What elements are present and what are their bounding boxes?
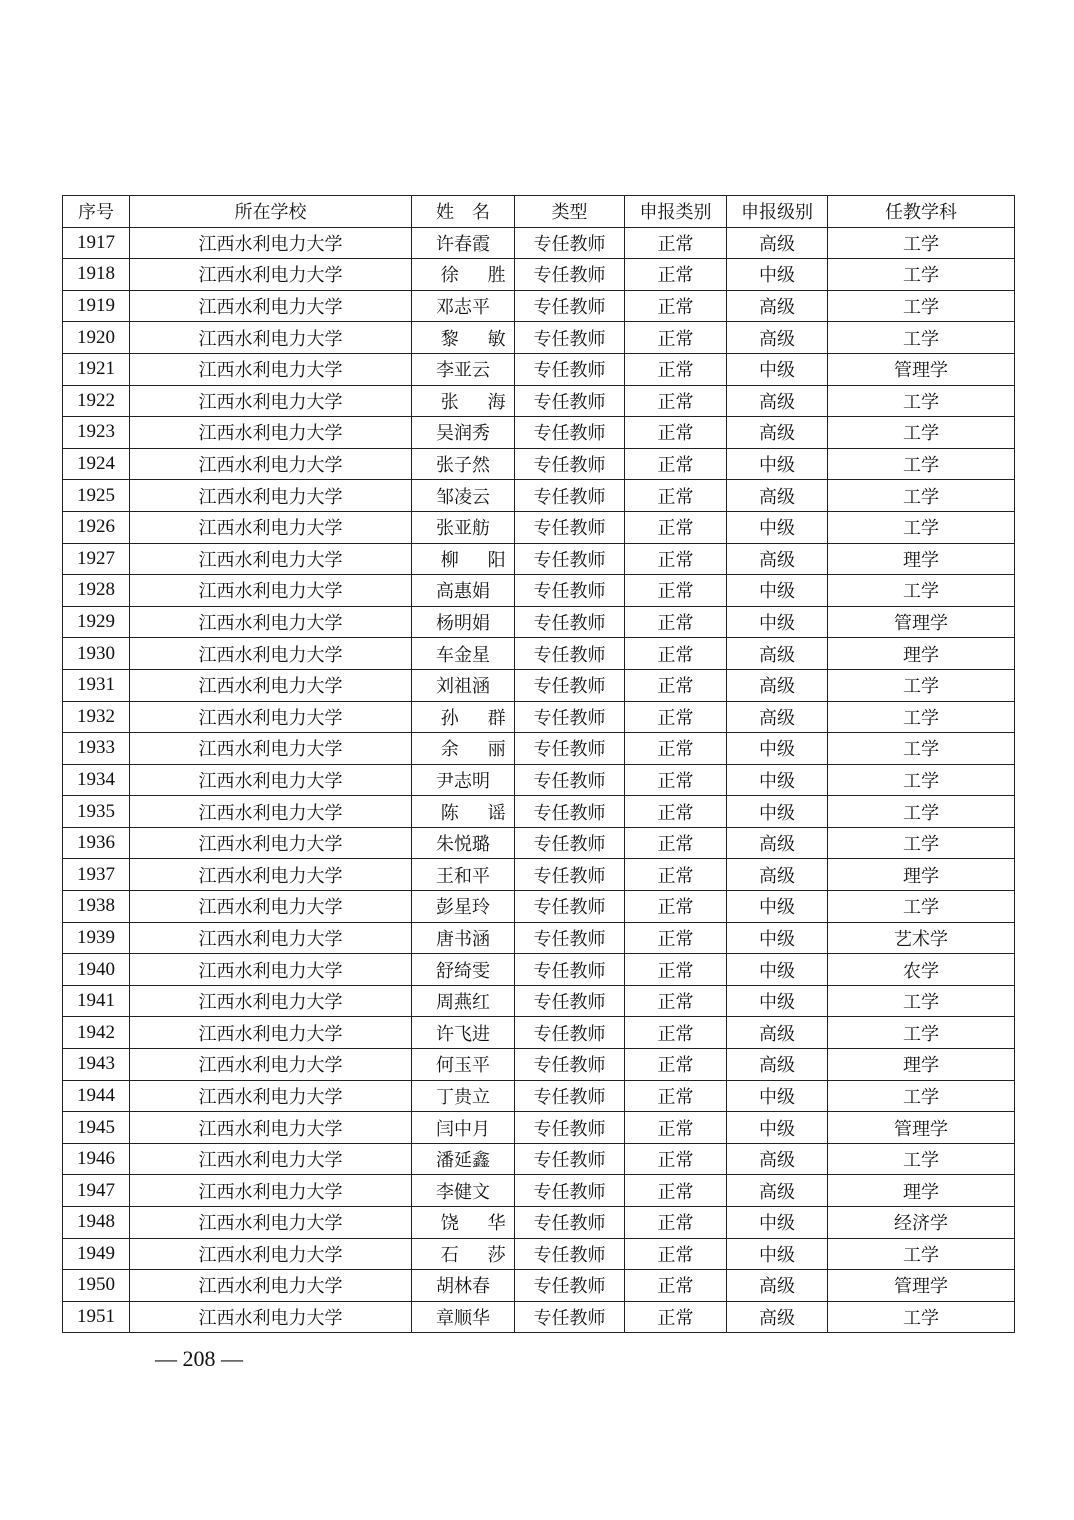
cell-level: 中级: [727, 1080, 828, 1112]
cell-index: 1948: [63, 1207, 130, 1239]
cell-school: 江西水利电力大学: [130, 575, 412, 607]
table-row: [63, 353, 1015, 385]
cell-level: 高级: [727, 322, 828, 354]
cell-index: 1947: [63, 1175, 130, 1207]
cell-level: 中级: [727, 954, 828, 986]
cell-school: 江西水利电力大学: [130, 859, 412, 891]
cell-level: 高级: [727, 1049, 828, 1081]
header-application-level: 申报级别: [727, 196, 828, 228]
cell-type: 专任教师: [515, 290, 625, 322]
cell-index: 1935: [63, 796, 130, 828]
cell-subject: 理学: [828, 859, 1015, 891]
cell-subject: 工学: [828, 1143, 1015, 1175]
cell-type: 专任教师: [515, 891, 625, 923]
cell-index: 1933: [63, 733, 130, 765]
cell-subject: 工学: [828, 259, 1015, 291]
cell-type: 专任教师: [515, 322, 625, 354]
cell-category: 正常: [625, 701, 727, 733]
cell-level: 高级: [727, 859, 828, 891]
cell-type: 专任教师: [515, 985, 625, 1017]
cell-subject: 工学: [828, 669, 1015, 701]
cell-name: 张子然: [412, 448, 515, 480]
cell-index: 1922: [63, 385, 130, 417]
cell-index: 1938: [63, 891, 130, 923]
header-school: 所在学校: [130, 196, 412, 228]
cell-subject: 工学: [828, 1080, 1015, 1112]
cell-name: 余丽: [412, 733, 515, 765]
cell-category: 正常: [625, 322, 727, 354]
cell-name: 王和平: [412, 859, 515, 891]
cell-subject: 工学: [828, 511, 1015, 543]
cell-type: 专任教师: [515, 638, 625, 670]
cell-type: 专任教师: [515, 480, 625, 512]
cell-subject: 工学: [828, 480, 1015, 512]
cell-name: 丁贵立: [412, 1080, 515, 1112]
cell-subject: 工学: [828, 733, 1015, 765]
table-row: [63, 1080, 1015, 1112]
cell-subject: 工学: [828, 891, 1015, 923]
cell-name: 李健文: [412, 1175, 515, 1207]
cell-type: 专任教师: [515, 1017, 625, 1049]
cell-level: 中级: [727, 1238, 828, 1270]
cell-school: 江西水利电力大学: [130, 701, 412, 733]
cell-name: 何玉平: [412, 1049, 515, 1081]
cell-index: 1920: [63, 322, 130, 354]
cell-school: 江西水利电力大学: [130, 1301, 412, 1333]
cell-category: 正常: [625, 1143, 727, 1175]
table-row: [63, 1207, 1015, 1239]
cell-level: 中级: [727, 1112, 828, 1144]
cell-type: 专任教师: [515, 669, 625, 701]
cell-category: 正常: [625, 480, 727, 512]
cell-name: 舒绮雯: [412, 954, 515, 986]
cell-index: 1924: [63, 448, 130, 480]
cell-name: 张亚舫: [412, 511, 515, 543]
cell-category: 正常: [625, 1238, 727, 1270]
cell-type: 专任教师: [515, 796, 625, 828]
cell-name: 孙群: [412, 701, 515, 733]
cell-name: 杨明娟: [412, 606, 515, 638]
cell-index: 1931: [63, 669, 130, 701]
cell-type: 专任教师: [515, 1112, 625, 1144]
cell-subject: 工学: [828, 417, 1015, 449]
cell-school: 江西水利电力大学: [130, 448, 412, 480]
table-row: [63, 543, 1015, 575]
cell-level: 中级: [727, 733, 828, 765]
cell-name: 朱悦璐: [412, 827, 515, 859]
cell-school: 江西水利电力大学: [130, 764, 412, 796]
cell-category: 正常: [625, 511, 727, 543]
cell-subject: 工学: [828, 448, 1015, 480]
cell-index: 1930: [63, 638, 130, 670]
cell-index: 1946: [63, 1143, 130, 1175]
cell-index: 1923: [63, 417, 130, 449]
cell-category: 正常: [625, 733, 727, 765]
cell-type: 专任教师: [515, 954, 625, 986]
cell-level: 中级: [727, 511, 828, 543]
cell-school: 江西水利电力大学: [130, 827, 412, 859]
roster-table-container: [62, 195, 1014, 1333]
cell-level: 高级: [727, 1017, 828, 1049]
cell-index: 1940: [63, 954, 130, 986]
table-row: [63, 985, 1015, 1017]
cell-school: 江西水利电力大学: [130, 322, 412, 354]
cell-level: 中级: [727, 1207, 828, 1239]
cell-level: 高级: [727, 227, 828, 259]
table-row: [63, 733, 1015, 765]
cell-type: 专任教师: [515, 1080, 625, 1112]
cell-type: 专任教师: [515, 543, 625, 575]
cell-school: 江西水利电力大学: [130, 543, 412, 575]
cell-subject: 工学: [828, 290, 1015, 322]
cell-school: 江西水利电力大学: [130, 985, 412, 1017]
cell-index: 1945: [63, 1112, 130, 1144]
cell-index: 1934: [63, 764, 130, 796]
table-row: [63, 1017, 1015, 1049]
cell-category: 正常: [625, 638, 727, 670]
cell-level: 高级: [727, 1143, 828, 1175]
cell-category: 正常: [625, 1301, 727, 1333]
cell-category: 正常: [625, 954, 727, 986]
cell-school: 江西水利电力大学: [130, 353, 412, 385]
cell-school: 江西水利电力大学: [130, 638, 412, 670]
table-row: [63, 1238, 1015, 1270]
cell-index: 1927: [63, 543, 130, 575]
cell-index: 1928: [63, 575, 130, 607]
cell-level: 中级: [727, 891, 828, 923]
cell-name: 胡林春: [412, 1270, 515, 1302]
cell-name: 刘祖涵: [412, 669, 515, 701]
cell-category: 正常: [625, 1017, 727, 1049]
cell-school: 江西水利电力大学: [130, 259, 412, 291]
cell-name: 彭星玲: [412, 891, 515, 923]
page-number: — 208 —: [155, 1346, 243, 1371]
cell-subject: 农学: [828, 954, 1015, 986]
table-row: [63, 638, 1015, 670]
cell-school: 江西水利电力大学: [130, 954, 412, 986]
cell-index: 1944: [63, 1080, 130, 1112]
cell-level: 高级: [727, 1270, 828, 1302]
cell-school: 江西水利电力大学: [130, 891, 412, 923]
roster-table: [62, 195, 1015, 1333]
cell-name: 徐胜: [412, 259, 515, 291]
cell-category: 正常: [625, 290, 727, 322]
cell-school: 江西水利电力大学: [130, 385, 412, 417]
cell-name: 黎敏: [412, 322, 515, 354]
table-row: [63, 859, 1015, 891]
cell-index: 1929: [63, 606, 130, 638]
cell-name: 高惠娟: [412, 575, 515, 607]
cell-category: 正常: [625, 1049, 727, 1081]
table-body: [63, 227, 1015, 1333]
cell-level: 中级: [727, 259, 828, 291]
cell-name: 石莎: [412, 1238, 515, 1270]
cell-index: 1926: [63, 511, 130, 543]
cell-subject: 工学: [828, 764, 1015, 796]
table-row: [63, 1270, 1015, 1302]
cell-subject: 理学: [828, 543, 1015, 575]
cell-name: 饶华: [412, 1207, 515, 1239]
cell-school: 江西水利电力大学: [130, 1238, 412, 1270]
cell-type: 专任教师: [515, 259, 625, 291]
cell-type: 专任教师: [515, 575, 625, 607]
cell-school: 江西水利电力大学: [130, 1270, 412, 1302]
table-row: [63, 922, 1015, 954]
cell-name: 邓志平: [412, 290, 515, 322]
cell-type: 专任教师: [515, 733, 625, 765]
cell-school: 江西水利电力大学: [130, 606, 412, 638]
cell-school: 江西水利电力大学: [130, 1175, 412, 1207]
cell-name: 闫中月: [412, 1112, 515, 1144]
cell-type: 专任教师: [515, 827, 625, 859]
cell-level: 高级: [727, 638, 828, 670]
table-row: [63, 417, 1015, 449]
cell-name: 周燕红: [412, 985, 515, 1017]
cell-category: 正常: [625, 385, 727, 417]
cell-name: 潘延鑫: [412, 1143, 515, 1175]
cell-school: 江西水利电力大学: [130, 511, 412, 543]
cell-level: 中级: [727, 606, 828, 638]
cell-subject: 艺术学: [828, 922, 1015, 954]
cell-level: 高级: [727, 701, 828, 733]
cell-type: 专任教师: [515, 227, 625, 259]
cell-index: 1917: [63, 227, 130, 259]
cell-subject: 工学: [828, 227, 1015, 259]
cell-index: 1921: [63, 353, 130, 385]
cell-category: 正常: [625, 859, 727, 891]
cell-type: 专任教师: [515, 701, 625, 733]
cell-category: 正常: [625, 764, 727, 796]
cell-name: 许飞进: [412, 1017, 515, 1049]
cell-category: 正常: [625, 985, 727, 1017]
cell-school: 江西水利电力大学: [130, 1112, 412, 1144]
cell-name: 许春霞: [412, 227, 515, 259]
cell-name: 章顺华: [412, 1301, 515, 1333]
cell-category: 正常: [625, 227, 727, 259]
cell-subject: 管理学: [828, 1112, 1015, 1144]
cell-subject: 工学: [828, 385, 1015, 417]
cell-subject: 理学: [828, 1049, 1015, 1081]
cell-subject: 工学: [828, 575, 1015, 607]
cell-category: 正常: [625, 796, 727, 828]
cell-category: 正常: [625, 448, 727, 480]
cell-level: 中级: [727, 764, 828, 796]
cell-category: 正常: [625, 353, 727, 385]
cell-category: 正常: [625, 827, 727, 859]
cell-school: 江西水利电力大学: [130, 480, 412, 512]
cell-type: 专任教师: [515, 511, 625, 543]
cell-index: 1919: [63, 290, 130, 322]
cell-index: 1943: [63, 1049, 130, 1081]
cell-level: 中级: [727, 448, 828, 480]
header-application-category: 申报类别: [625, 196, 727, 228]
table-row: [63, 891, 1015, 923]
cell-level: 高级: [727, 1175, 828, 1207]
header-teaching-subject: 任教学科: [828, 196, 1015, 228]
cell-name: 陈谣: [412, 796, 515, 828]
table-row: [63, 1301, 1015, 1333]
cell-category: 正常: [625, 417, 727, 449]
cell-name: 车金星: [412, 638, 515, 670]
cell-level: 中级: [727, 575, 828, 607]
cell-category: 正常: [625, 606, 727, 638]
table-row: [63, 1143, 1015, 1175]
cell-school: 江西水利电力大学: [130, 733, 412, 765]
cell-category: 正常: [625, 543, 727, 575]
cell-level: 高级: [727, 290, 828, 322]
cell-type: 专任教师: [515, 606, 625, 638]
cell-name: 张海: [412, 385, 515, 417]
cell-type: 专任教师: [515, 1049, 625, 1081]
table-row: [63, 448, 1015, 480]
cell-school: 江西水利电力大学: [130, 1207, 412, 1239]
cell-category: 正常: [625, 1112, 727, 1144]
cell-type: 专任教师: [515, 859, 625, 891]
cell-subject: 经济学: [828, 1207, 1015, 1239]
cell-subject: 理学: [828, 1175, 1015, 1207]
cell-type: 专任教师: [515, 1270, 625, 1302]
cell-subject: 管理学: [828, 353, 1015, 385]
cell-index: 1939: [63, 922, 130, 954]
cell-subject: 工学: [828, 322, 1015, 354]
cell-school: 江西水利电力大学: [130, 227, 412, 259]
table-row: [63, 385, 1015, 417]
cell-index: 1932: [63, 701, 130, 733]
cell-category: 正常: [625, 1175, 727, 1207]
cell-level: 中级: [727, 922, 828, 954]
cell-school: 江西水利电力大学: [130, 669, 412, 701]
cell-school: 江西水利电力大学: [130, 1017, 412, 1049]
cell-level: 高级: [727, 827, 828, 859]
table-row: [63, 669, 1015, 701]
cell-index: 1918: [63, 259, 130, 291]
table-row: [63, 1112, 1015, 1144]
cell-index: 1942: [63, 1017, 130, 1049]
cell-subject: 工学: [828, 1017, 1015, 1049]
cell-category: 正常: [625, 669, 727, 701]
cell-subject: 理学: [828, 638, 1015, 670]
cell-level: 高级: [727, 417, 828, 449]
cell-type: 专任教师: [515, 1238, 625, 1270]
cell-subject: 工学: [828, 985, 1015, 1017]
cell-level: 高级: [727, 543, 828, 575]
table-row: [63, 606, 1015, 638]
cell-type: 专任教师: [515, 417, 625, 449]
cell-type: 专任教师: [515, 1175, 625, 1207]
cell-level: 高级: [727, 385, 828, 417]
cell-subject: 管理学: [828, 1270, 1015, 1302]
header-type: 类型: [515, 196, 625, 228]
cell-category: 正常: [625, 575, 727, 607]
cell-category: 正常: [625, 1080, 727, 1112]
table-row: [63, 511, 1015, 543]
cell-school: 江西水利电力大学: [130, 922, 412, 954]
cell-name: 吴润秀: [412, 417, 515, 449]
table-row: [63, 259, 1015, 291]
cell-subject: 工学: [828, 701, 1015, 733]
table-row: [63, 1049, 1015, 1081]
cell-name: 尹志明: [412, 764, 515, 796]
cell-subject: 工学: [828, 827, 1015, 859]
cell-name: 唐书涵: [412, 922, 515, 954]
cell-school: 江西水利电力大学: [130, 417, 412, 449]
cell-index: 1951: [63, 1301, 130, 1333]
table-row: [63, 480, 1015, 512]
table-row: [63, 954, 1015, 986]
cell-category: 正常: [625, 922, 727, 954]
header-index: 序号: [63, 196, 130, 228]
table-header-row: [63, 196, 1015, 228]
cell-level: 高级: [727, 1301, 828, 1333]
cell-name: 柳阳: [412, 543, 515, 575]
cell-level: 高级: [727, 480, 828, 512]
cell-type: 专任教师: [515, 1301, 625, 1333]
cell-school: 江西水利电力大学: [130, 1080, 412, 1112]
cell-type: 专任教师: [515, 1207, 625, 1239]
cell-type: 专任教师: [515, 764, 625, 796]
cell-category: 正常: [625, 1270, 727, 1302]
table-row: [63, 1175, 1015, 1207]
cell-index: 1941: [63, 985, 130, 1017]
cell-category: 正常: [625, 259, 727, 291]
cell-subject: 工学: [828, 796, 1015, 828]
cell-index: 1949: [63, 1238, 130, 1270]
table-row: [63, 575, 1015, 607]
cell-level: 中级: [727, 353, 828, 385]
cell-category: 正常: [625, 1207, 727, 1239]
cell-name: 邹凌云: [412, 480, 515, 512]
cell-level: 中级: [727, 796, 828, 828]
header-name: 姓 名: [412, 196, 515, 228]
table-row: [63, 227, 1015, 259]
cell-type: 专任教师: [515, 353, 625, 385]
cell-index: 1936: [63, 827, 130, 859]
cell-school: 江西水利电力大学: [130, 1143, 412, 1175]
cell-school: 江西水利电力大学: [130, 290, 412, 322]
cell-subject: 管理学: [828, 606, 1015, 638]
cell-type: 专任教师: [515, 385, 625, 417]
cell-index: 1937: [63, 859, 130, 891]
cell-level: 中级: [727, 985, 828, 1017]
table-row: [63, 827, 1015, 859]
cell-subject: 工学: [828, 1238, 1015, 1270]
cell-name: 李亚云: [412, 353, 515, 385]
cell-category: 正常: [625, 891, 727, 923]
cell-index: 1950: [63, 1270, 130, 1302]
table-row: [63, 290, 1015, 322]
cell-type: 专任教师: [515, 448, 625, 480]
cell-type: 专任教师: [515, 922, 625, 954]
cell-type: 专任教师: [515, 1143, 625, 1175]
table-row: [63, 322, 1015, 354]
cell-level: 高级: [727, 669, 828, 701]
cell-subject: 工学: [828, 1301, 1015, 1333]
table-row: [63, 796, 1015, 828]
cell-school: 江西水利电力大学: [130, 1049, 412, 1081]
table-row: [63, 764, 1015, 796]
table-row: [63, 701, 1015, 733]
cell-index: 1925: [63, 480, 130, 512]
cell-school: 江西水利电力大学: [130, 796, 412, 828]
